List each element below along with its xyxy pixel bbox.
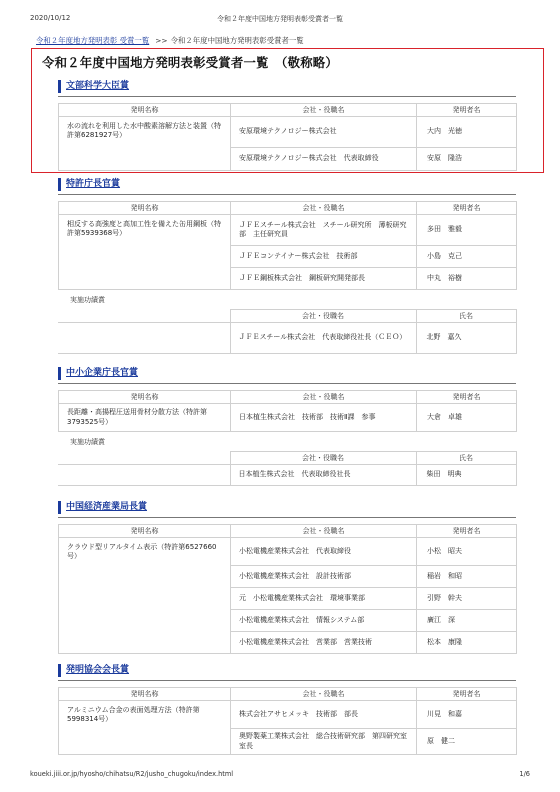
section-tokkyo xyxy=(58,177,516,354)
header-invention: 発明名称 xyxy=(59,525,231,538)
name-cell: 柴田 明典 xyxy=(416,465,516,486)
company-cell: 小松電機産業株式会社 設計技術部 xyxy=(231,566,417,588)
section-divider xyxy=(58,680,516,681)
breadcrumb-separator: >> xyxy=(155,36,168,45)
inventor-cell: 川見 和嘉 xyxy=(417,701,517,729)
header-company: 会社・役職名 xyxy=(231,202,417,215)
section-heading: 特許庁長官賞 xyxy=(58,177,516,193)
inventor-cell: 引野 幹夫 xyxy=(417,588,517,610)
inventor-cell: 稲岩 和昭 xyxy=(417,566,517,588)
company-cell: 日本植生株式会社 技術部 技術Ⅱ課 参事 xyxy=(231,404,417,432)
print-header xyxy=(30,14,530,26)
award-table xyxy=(58,524,517,654)
breadcrumb xyxy=(36,35,304,46)
header-name: 氏名 xyxy=(416,452,516,465)
company-cell: 安原環境テクノロジー株式会社 代表取締役 xyxy=(231,148,417,171)
table-row xyxy=(59,538,517,566)
table-row xyxy=(58,465,516,486)
header-invention: 発明名称 xyxy=(59,202,231,215)
inventor-cell: 小島 克己 xyxy=(417,246,517,268)
section-heading: 中小企業庁長官賞 xyxy=(58,366,516,382)
header-inventor: 発明者名 xyxy=(417,525,517,538)
section-hatsumei-kyokai xyxy=(58,663,516,755)
company-cell: 小松電機産業株式会社 情報システム部 xyxy=(231,610,417,632)
invention-name: 長距離・高揚程圧送用骨材分散方法（特許第3793525号） xyxy=(59,404,231,432)
table-header-row xyxy=(59,391,517,404)
section-heading: 発明協会会長賞 xyxy=(58,663,516,679)
award-table xyxy=(58,687,517,755)
page-title: 令和２年度中国地方発明表彰受賞者一覧 （敬称略） xyxy=(42,55,338,70)
table-row xyxy=(59,701,517,729)
section-monbukagaku xyxy=(58,79,516,171)
implementation-table xyxy=(58,451,517,486)
header-invention: 発明名称 xyxy=(59,104,231,117)
invention-name: クラウド型リアルタイム表示（特許第6527660号） xyxy=(59,538,231,654)
company-cell: 元 小松電機産業株式会社 環境事業部 xyxy=(231,588,417,610)
company-cell: 日本植生株式会社 代表取締役社長 xyxy=(230,465,416,486)
invention-name: 水の流れを利用した水中酸素溶解方法と装置（特許第6281927号） xyxy=(59,117,231,171)
company-cell: ＪＦＥ鋼板株式会社 鋼板研究開発部長 xyxy=(231,268,417,290)
table-row xyxy=(59,117,517,148)
implementation-table xyxy=(58,309,517,354)
table-row xyxy=(58,323,516,354)
section-divider xyxy=(58,383,516,384)
header-company: 会社・役職名 xyxy=(231,391,417,404)
header-inventor: 発明者名 xyxy=(417,391,517,404)
name-cell: 北野 嘉久 xyxy=(416,323,516,354)
company-cell: ＪＦＥスチール株式会社 代表取締役社長（ＣＥＯ） xyxy=(230,323,416,354)
header-invention: 発明名称 xyxy=(59,391,231,404)
company-cell: 小松電機産業株式会社 営業部 営業技術 xyxy=(231,632,417,654)
section-chusho xyxy=(58,366,516,486)
header-name: 氏名 xyxy=(416,310,516,323)
company-cell: 奥野製薬工業株式会社 総合技術研究部 第四研究室 室長 xyxy=(231,729,417,755)
section-heading: 中国経済産業局長賞 xyxy=(58,500,516,516)
inventor-cell: 大倉 卓雄 xyxy=(417,404,517,432)
invention-name: アルミニウム合金の表面処理方法（特許第5998314号） xyxy=(59,701,231,755)
page-number: 1/6 xyxy=(519,770,530,778)
table-header-row xyxy=(58,452,516,465)
header-company: 会社・役職名 xyxy=(231,688,417,701)
company-cell: 株式会社アサヒメッキ 技術部 部長 xyxy=(231,701,417,729)
header-company: 会社・役職名 xyxy=(230,310,416,323)
company-cell: 小松電機産業株式会社 代表取締役 xyxy=(231,538,417,566)
blank-cell xyxy=(58,310,230,323)
inventor-cell: 中丸 裕樹 xyxy=(417,268,517,290)
table-header-row xyxy=(59,525,517,538)
implementation-label: 実施功績賞 xyxy=(70,296,105,304)
inventor-cell: 廣江 深 xyxy=(417,610,517,632)
inventor-cell: 小松 昭夫 xyxy=(417,538,517,566)
page-url: koueki.jiii.or.jp/hyosho/chihatsu/R2/jusho_chugoku/index.html xyxy=(30,770,234,778)
inventor-cell: 多田 雅毅 xyxy=(417,215,517,246)
blank-cell xyxy=(58,323,230,354)
company-cell: 安原環境テクノロジー株式会社 xyxy=(231,117,417,148)
header-company: 会社・役職名 xyxy=(231,104,417,117)
header-inventor: 発明者名 xyxy=(417,104,517,117)
inventor-cell: 安原 隆浩 xyxy=(417,148,517,171)
inventor-cell: 原 健二 xyxy=(417,729,517,755)
table-header-row xyxy=(59,104,517,117)
print-date: 2020/10/12 xyxy=(30,14,71,22)
blank-cell xyxy=(58,465,230,486)
breadcrumb-link[interactable]: 令和２年度地方発明表彰 受賞一覧 xyxy=(36,36,150,45)
header-company: 会社・役職名 xyxy=(230,452,416,465)
print-page-title: 令和２年度中国地方発明表彰受賞者一覧 xyxy=(217,15,343,23)
section-divider xyxy=(58,517,516,518)
award-table xyxy=(58,201,517,290)
section-keizai xyxy=(58,500,516,654)
table-row xyxy=(59,215,517,246)
implementation-label: 実施功績賞 xyxy=(70,438,105,446)
header-company: 会社・役職名 xyxy=(231,525,417,538)
invention-name: 相反する高強度と高加工性を備えた缶用鋼板（特許第5939368号） xyxy=(59,215,231,290)
section-divider xyxy=(58,96,516,97)
table-header-row xyxy=(59,202,517,215)
header-inventor: 発明者名 xyxy=(417,688,517,701)
breadcrumb-current: 令和２年度中国地方発明表彰受賞者一覧 xyxy=(170,36,304,45)
table-row xyxy=(59,404,517,432)
header-inventor: 発明者名 xyxy=(417,202,517,215)
table-header-row xyxy=(59,688,517,701)
header-invention: 発明名称 xyxy=(59,688,231,701)
section-divider xyxy=(58,194,516,195)
inventor-cell: 大内 光徳 xyxy=(417,117,517,148)
table-header-row xyxy=(58,310,516,323)
company-cell: ＪＦＥスチール株式会社 スチール研究所 薄板研究部 主任研究員 xyxy=(231,215,417,246)
inventor-cell: 松本 康隆 xyxy=(417,632,517,654)
section-heading: 文部科学大臣賞 xyxy=(58,79,516,95)
blank-cell xyxy=(58,452,230,465)
award-table xyxy=(58,103,517,171)
award-table xyxy=(58,390,517,432)
company-cell: ＪＦＥコンテイナー株式会社 技術部 xyxy=(231,246,417,268)
